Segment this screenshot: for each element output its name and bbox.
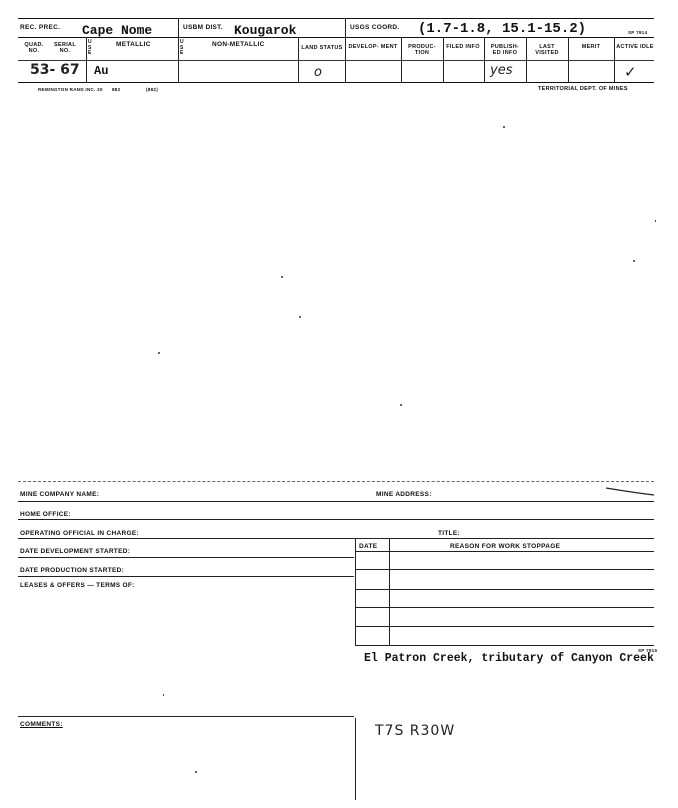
print-code-2: (882) (146, 87, 159, 92)
date-production-started-label: DATE PRODUCTION STARTED: (20, 567, 125, 574)
land-status-value: o (314, 65, 322, 80)
scan-speck (503, 126, 505, 128)
scan-speck (158, 352, 160, 354)
use-metallic-marker: U S E (88, 39, 92, 56)
production-header: PRODUC- TION (408, 44, 436, 56)
filed-info-header: FILED INFO (446, 44, 480, 50)
mine-address-label: MINE ADDRESS: (376, 491, 432, 498)
active-idle-check-mark: ✓ (624, 63, 637, 81)
land-status-header: LAND STATUS (301, 45, 343, 51)
comments-label: COMMENTS: (20, 721, 63, 728)
form-code-bottom: SP 7915 (638, 648, 658, 653)
development-header: DEVELOP- MENT (348, 44, 398, 50)
metallic-header: METALLIC (116, 41, 151, 48)
merit-header: MERIT (581, 44, 601, 50)
rec-prec-label: REC. PREC. (20, 24, 61, 31)
scan-speck (299, 316, 301, 318)
print-code-1: 882 (112, 87, 121, 92)
usbm-dist-label: USBM DIST. (183, 24, 223, 31)
location-note: El Patron Creek, tributary of Canyon Creek (364, 652, 654, 665)
rec-prec-value: Cape Nome (82, 23, 153, 38)
quad-serial-value: 53- 67 (30, 62, 80, 78)
use-nonmetallic-marker: U S E (180, 39, 184, 56)
scan-speck (281, 276, 283, 278)
home-office-label: HOME OFFICE: (20, 511, 71, 518)
form-code-top: SP 7914 (628, 30, 648, 35)
last-visited-header: LAST VISITED (535, 44, 559, 56)
usgs-coord-value: (1.7-1.8, 15.1-15.2) (418, 21, 587, 37)
township-range-note: T7S R30W (375, 723, 456, 739)
operating-official-label: OPERATING OFFICIAL IN CHARGE: (20, 530, 139, 537)
usbm-dist-value: Kougarok (234, 23, 297, 38)
mine-company-name-label: MINE COMPANY NAME: (20, 491, 100, 498)
scan-speck (163, 694, 164, 696)
scan-speck (655, 220, 656, 222)
printer-credit: REMINGTON RAND INC. 20 (38, 87, 103, 92)
scan-speck (633, 260, 635, 262)
date-development-started-label: DATE DEVELOPMENT STARTED: (20, 548, 131, 555)
scan-speck (400, 404, 402, 406)
pen-stroke-mark (604, 482, 656, 498)
scan-speck (195, 771, 197, 773)
title-label: TITLE: (438, 530, 461, 537)
active-idle-header: ACTIVE IDLE (616, 44, 654, 50)
department-name: TERRITORIAL DEPT. OF MINES (538, 86, 628, 92)
non-metallic-header: NON-METALLIC (212, 41, 265, 48)
reason-for-work-stoppage-header: REASON FOR WORK STOPPAGE (450, 543, 561, 550)
usgs-coord-label: USGS COORD. (350, 24, 400, 31)
date-column-header: DATE (359, 543, 378, 550)
metallic-value: Au (94, 64, 109, 78)
serial-no-header: SERIAL NO. (54, 42, 76, 54)
published-info-value: yes (490, 63, 513, 78)
published-info-header: PUBLISH- ED INFO (490, 44, 520, 56)
leases-offers-label: LEASES & OFFERS — TERMS OF: (20, 582, 135, 589)
quad-no-header: QUAD. NO. (24, 42, 44, 54)
